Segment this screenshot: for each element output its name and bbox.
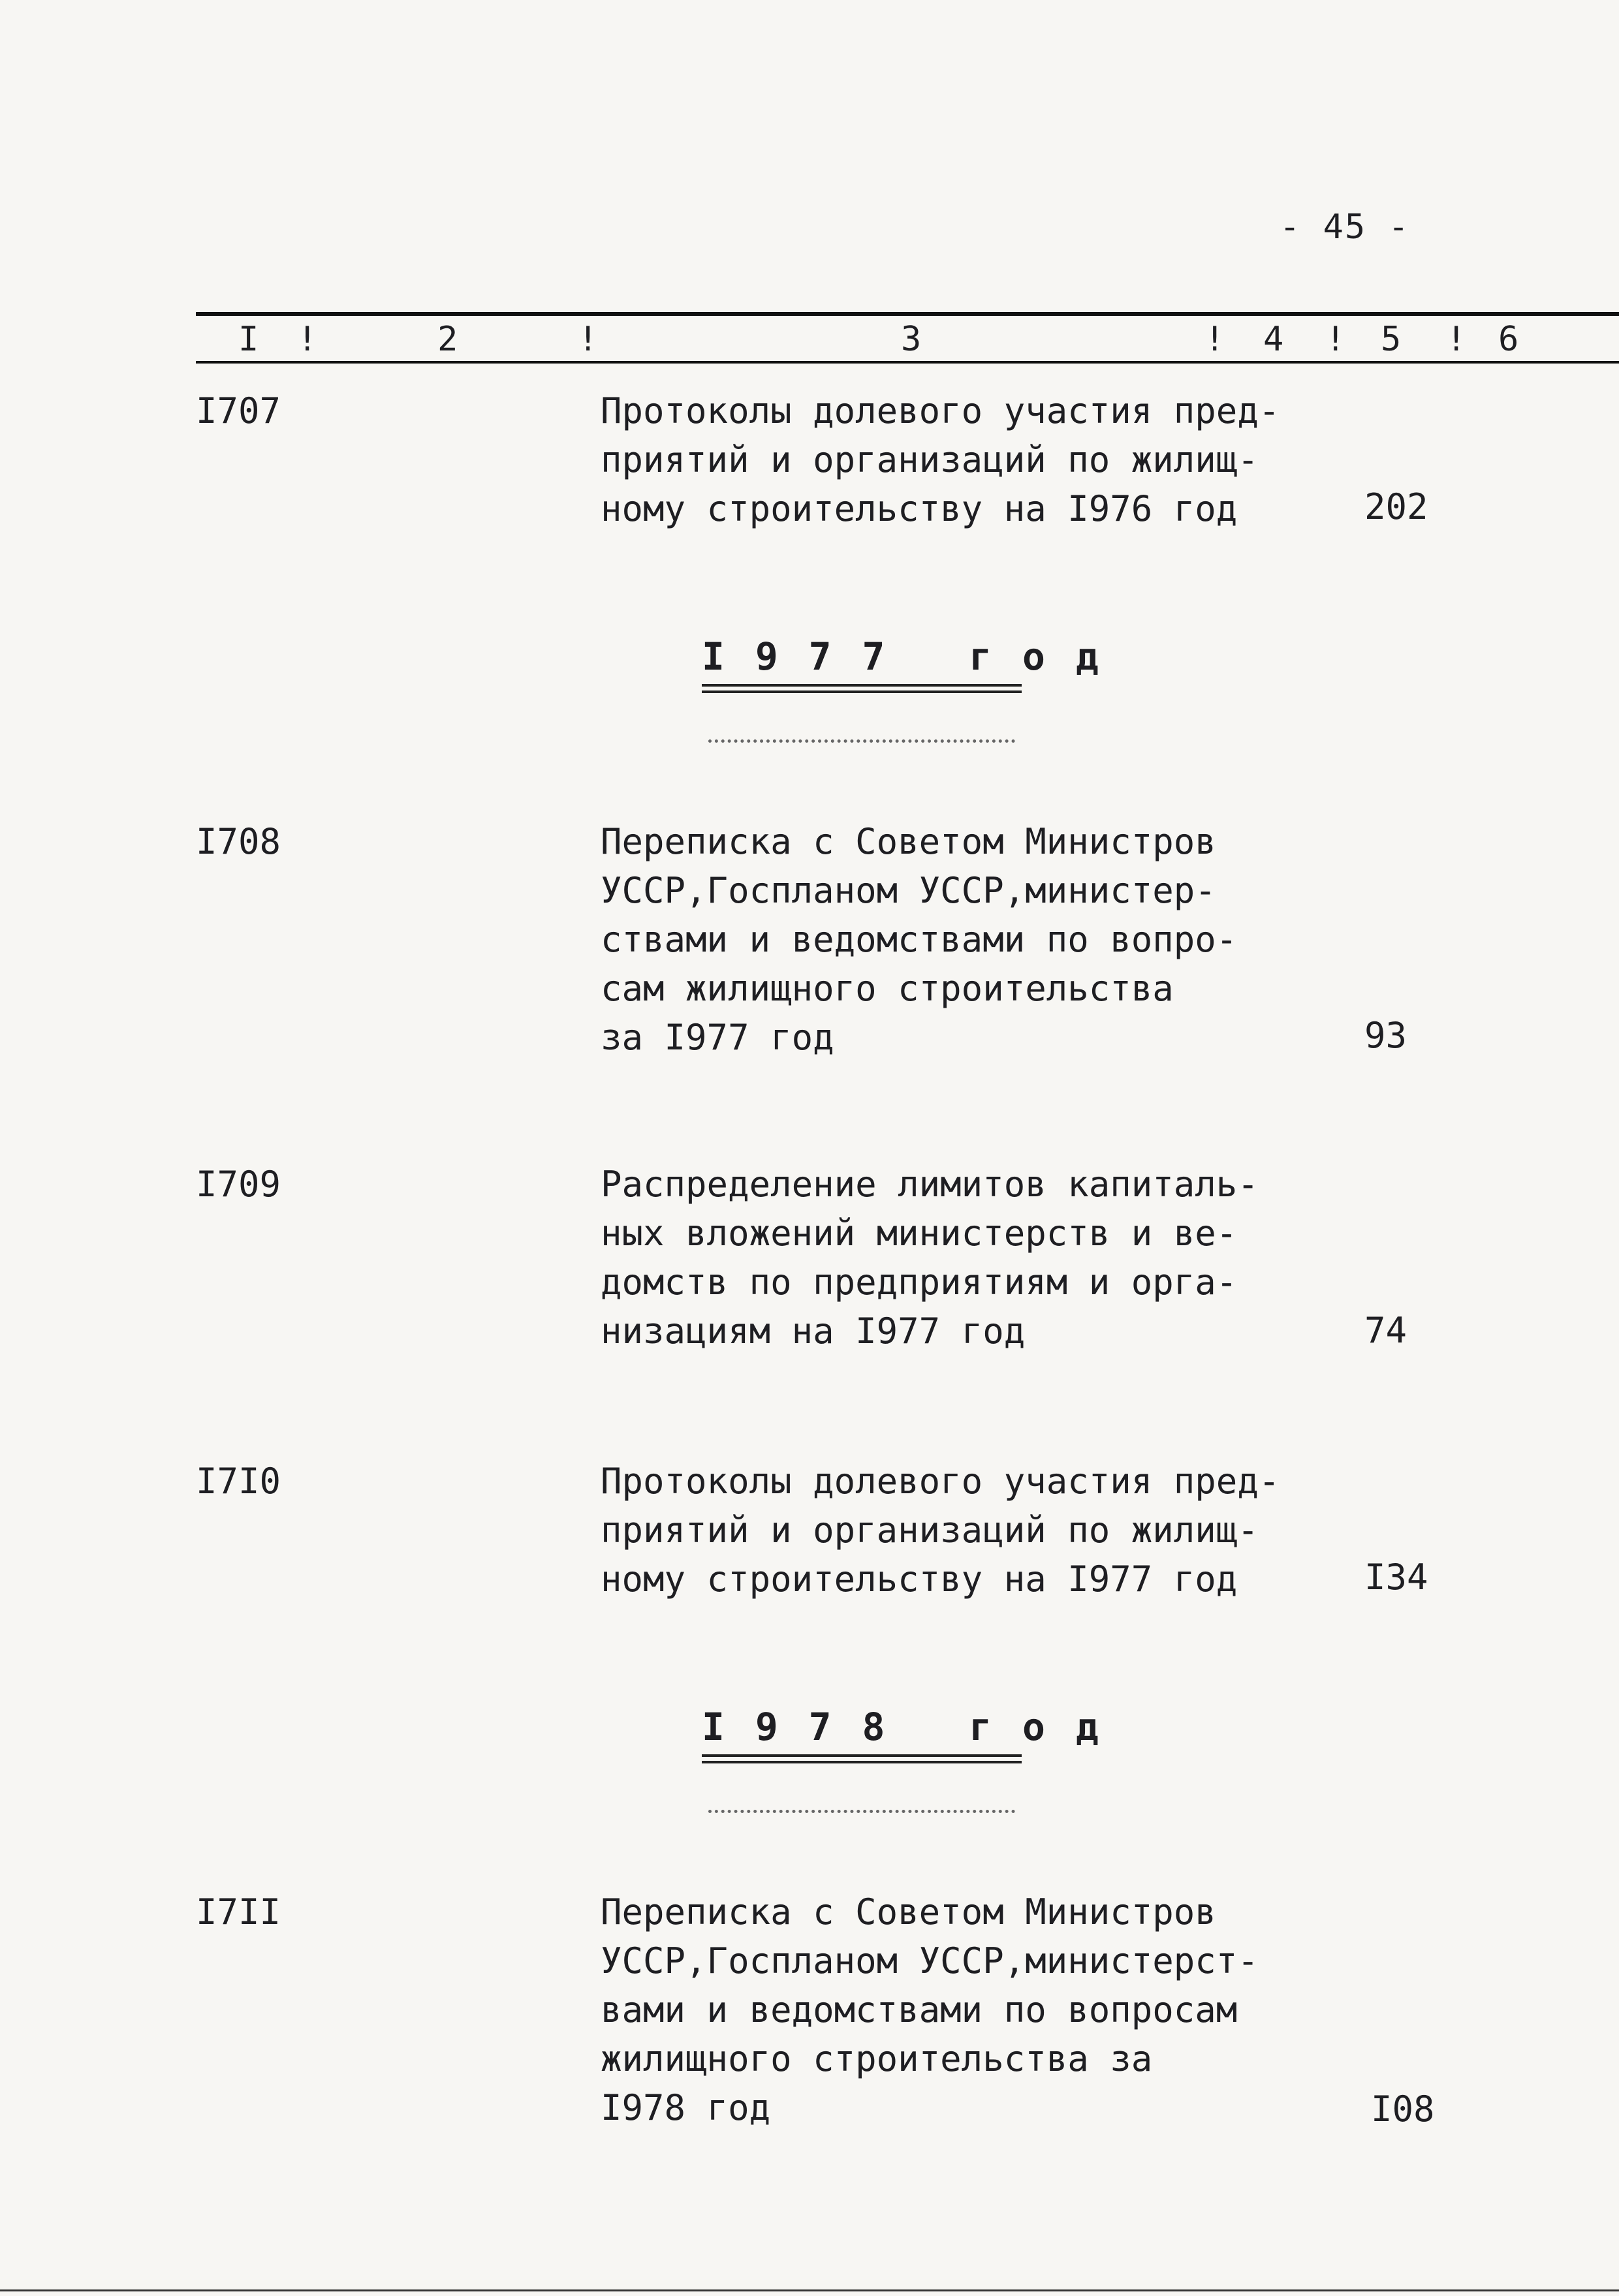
entry-sheet-count: I34 [1364,1557,1428,1598]
entry-description-line: I978 год [601,2087,771,2128]
page-number: - 45 - [1280,208,1410,247]
entry-description-line: ному строительству на I976 год [601,488,1238,529]
entry-description-line: Переписка с Советом Министров [601,1891,1216,1932]
column-header-2: 2 [437,320,458,359]
entry-description-line: приятий и организаций по жилищ- [601,1510,1259,1551]
column-header-6: 6 [1498,320,1519,359]
entry-description-line: низациям на I977 год [601,1311,1026,1352]
column-header-3: 3 [901,320,922,359]
column-separator: ! [1446,320,1467,359]
entry-number: I707 [196,390,281,431]
entry-number: I709 [196,1164,281,1205]
column-separator: ! [297,320,318,359]
entry-number: I7I0 [196,1461,281,1502]
entry-description-line: приятий и организаций по жилищ- [601,439,1259,480]
column-header-4: 4 [1263,320,1284,359]
entry-description-line: УССР,Госпланом УССР,министер- [601,870,1216,911]
entry-description-line: Распределение лимитов капиталь- [601,1164,1259,1205]
entry-sheet-count: 74 [1364,1310,1407,1351]
entry-sheet-count: I08 [1371,2088,1435,2130]
year-heading: I 9 7 7 г о д [702,634,1103,679]
entry-description-line: ному строительству на I977 год [601,1559,1238,1600]
entry-sheet-count: 202 [1364,486,1428,527]
column-separator: ! [578,320,599,359]
entry-description [601,817,1237,1062]
column-separator: ! [1325,320,1346,359]
entry-description-line: ных вложений министерств и ве- [601,1213,1238,1254]
entry-number: I708 [196,821,281,862]
year-heading: I 9 7 8 г о д [702,1705,1103,1749]
entry-description-line: за I977 год [601,1017,834,1058]
entry-description-line: жилищного строительства за [601,2038,1153,2079]
year-heading-double-underline [702,1754,1022,1763]
entry-number: I7II [196,1891,281,1932]
entry-description-line: ствами и ведомствами по вопро- [601,919,1238,960]
page-bottom-edge-line [0,2289,1619,2291]
table-header-bottom-rule [196,361,1619,364]
entry-description-line: Протоколы долевого участия пред- [601,390,1280,431]
year-heading-dotted-line [708,739,1015,743]
column-separator: ! [1204,320,1225,359]
entry-sheet-count: 93 [1364,1015,1407,1056]
entry-description [601,1160,1259,1356]
column-header-5: 5 [1381,320,1402,359]
entry-description-line: Протоколы долевого участия пред- [601,1461,1280,1502]
entry-description-line: домств по предприятиям и орга- [601,1262,1238,1303]
entry-description [601,1457,1280,1604]
year-heading-double-underline [702,684,1022,693]
year-heading-dotted-line [708,1810,1015,1813]
entry-description-line: вами и ведомствами по вопросам [601,1989,1238,2030]
entry-description-line: сам жилищного строительства [601,968,1174,1009]
table-header-top-rule [196,312,1619,316]
entry-description [601,386,1280,533]
column-header-1: I [238,320,259,359]
entry-description-line: УССР,Госпланом УССР,министерст- [601,1940,1259,1981]
entry-description [601,1887,1259,2132]
entry-description-line: Переписка с Советом Министров [601,821,1216,862]
